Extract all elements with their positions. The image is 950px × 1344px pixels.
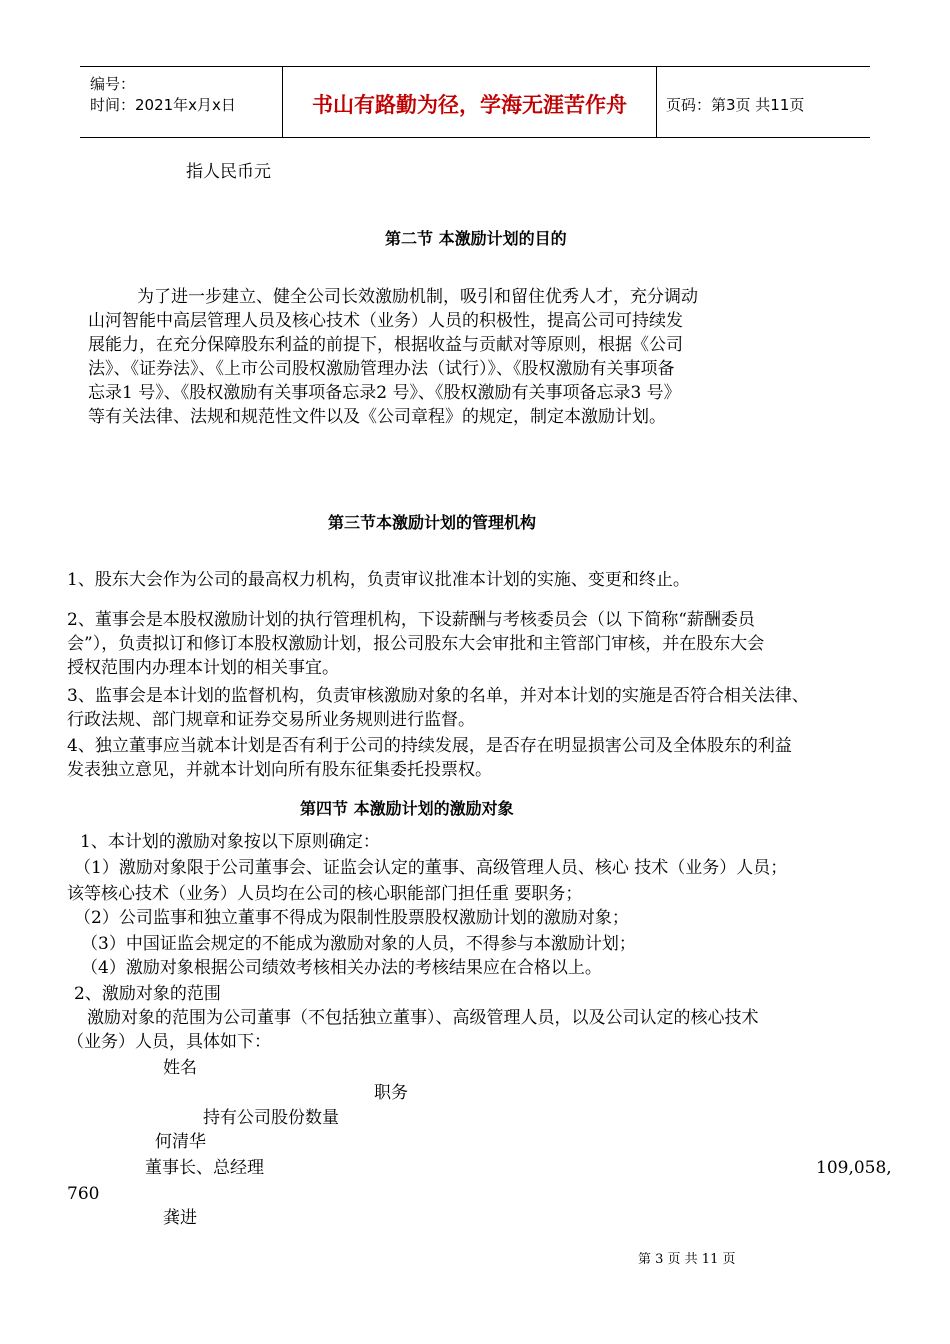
section4-line: 该等核心技术（业务）人员均在公司的核心职能部门担任重 要职务；: [67, 884, 583, 904]
section3-line: 授权范围内办理本计划的相关事宜。: [67, 658, 339, 678]
table-header-name: 姓名: [163, 1058, 197, 1078]
section4-line: 2、激励对象的范围: [74, 984, 221, 1004]
table-cell-shares: 109,058,: [816, 1158, 892, 1178]
section2-line: 等有关法律、法规和规范性文件以及《公司章程》的规定，制定本激励计划。: [88, 407, 666, 427]
section2-line: 为了进一步建立、健全公司长效激励机制，吸引和留住优秀人才，充分调动: [137, 287, 698, 307]
section4-line: （2）公司监事和独立董事不得成为限制性股票股权激励计划的激励对象；: [74, 908, 629, 928]
section4-line: （3）中国证监会规定的不能成为激励对象的人员，不得参与本激励计划；: [81, 934, 636, 954]
page-number-label: 页码：第3页 共11页: [666, 96, 805, 114]
section2-line: 忘录1 号》、《股权激励有关事项备忘录2 号》、《股权激励有关事项备忘录3 号》: [88, 383, 681, 403]
section3-line: 3、监事会是本计划的监督机构，负责审核激励对象的名单，并对本计划的实施是否符合相关法律、: [67, 686, 809, 706]
section3-line: 1、股东大会作为公司的最高权力机构，负责审议批准本计划的实施、变更和终止。: [67, 570, 690, 590]
document-number-label: 编号：: [90, 75, 136, 93]
header-left-cell: [80, 67, 282, 137]
section4-line: 激励对象的范围为公司董事（不包括独立董事）、高级管理人员，以及公司认定的核心技术: [87, 1008, 759, 1028]
table-cell-name: 龚进: [163, 1208, 197, 1228]
table-header-shares: 持有公司股份数量: [203, 1108, 339, 1128]
header-right-cell: [656, 67, 870, 137]
section3-heading: 第三节本激励计划的管理机构: [328, 513, 537, 532]
section3-line: 发表独立意见，并就本计划向所有股东征集委托投票权。: [67, 760, 492, 780]
page-footer: 第 3 页 共 11 页: [638, 1252, 736, 1267]
section3-line: 会”），负责拟订和修订本股权激励计划，报公司股东大会审批和主管部门审核，并在股东大会: [67, 634, 765, 654]
header-middle-cell: [282, 67, 657, 137]
section4-heading: 第四节 本激励计划的激励对象: [300, 799, 514, 818]
section3-line: 行政法规、部门规章和证券交易所业务规则进行监督。: [67, 710, 475, 730]
section2-line: 山河智能中高层管理人员及核心技术（业务）人员的积极性，提高公司可持续发: [88, 311, 683, 331]
section2-line: 法》、《证券法》、《上市公司股权激励管理办法（试行）》、《股权激励有关事项备: [88, 359, 675, 379]
document-date-label: 时间：2021年x月x日: [90, 96, 236, 114]
section2-heading: 第二节 本激励计划的目的: [385, 229, 567, 248]
section4-line: （1）激励对象限于公司董事会、证监会认定的董事、高级管理人员、核心 技术（业务）人员；: [74, 858, 788, 878]
currency-note: 指人民币元: [186, 162, 271, 182]
section3-line: 4、独立董事应当就本计划是否有利于公司的持续发展，是否存在明显损害公司及全体股东的利益: [67, 736, 792, 756]
section4-line: （业务）人员，具体如下：: [67, 1032, 271, 1052]
header-motto: 书山有路勤为径，学海无涯苦作舟: [312, 93, 627, 117]
section4-line: （4）激励对象根据公司绩效考核相关办法的考核结果应在合格以上。: [81, 958, 602, 978]
table-cell-shares-continued: 760: [67, 1184, 100, 1204]
section4-line: 1、本计划的激励对象按以下原则确定：: [80, 832, 380, 852]
section3-line: 2、董事会是本股权激励计划的执行管理机构，下设薪酬与考核委员会（以 下简称“薪酬委员: [67, 610, 755, 630]
table-header-position: 职务: [374, 1083, 408, 1103]
table-cell-name: 何清华: [155, 1132, 206, 1152]
page-header: [80, 66, 870, 138]
section2-line: 展能力，在充分保障股东利益的前提下，根据收益与贡献对等原则，根据《公司: [88, 335, 683, 355]
table-cell-position: 董事长、总经理: [145, 1158, 264, 1178]
